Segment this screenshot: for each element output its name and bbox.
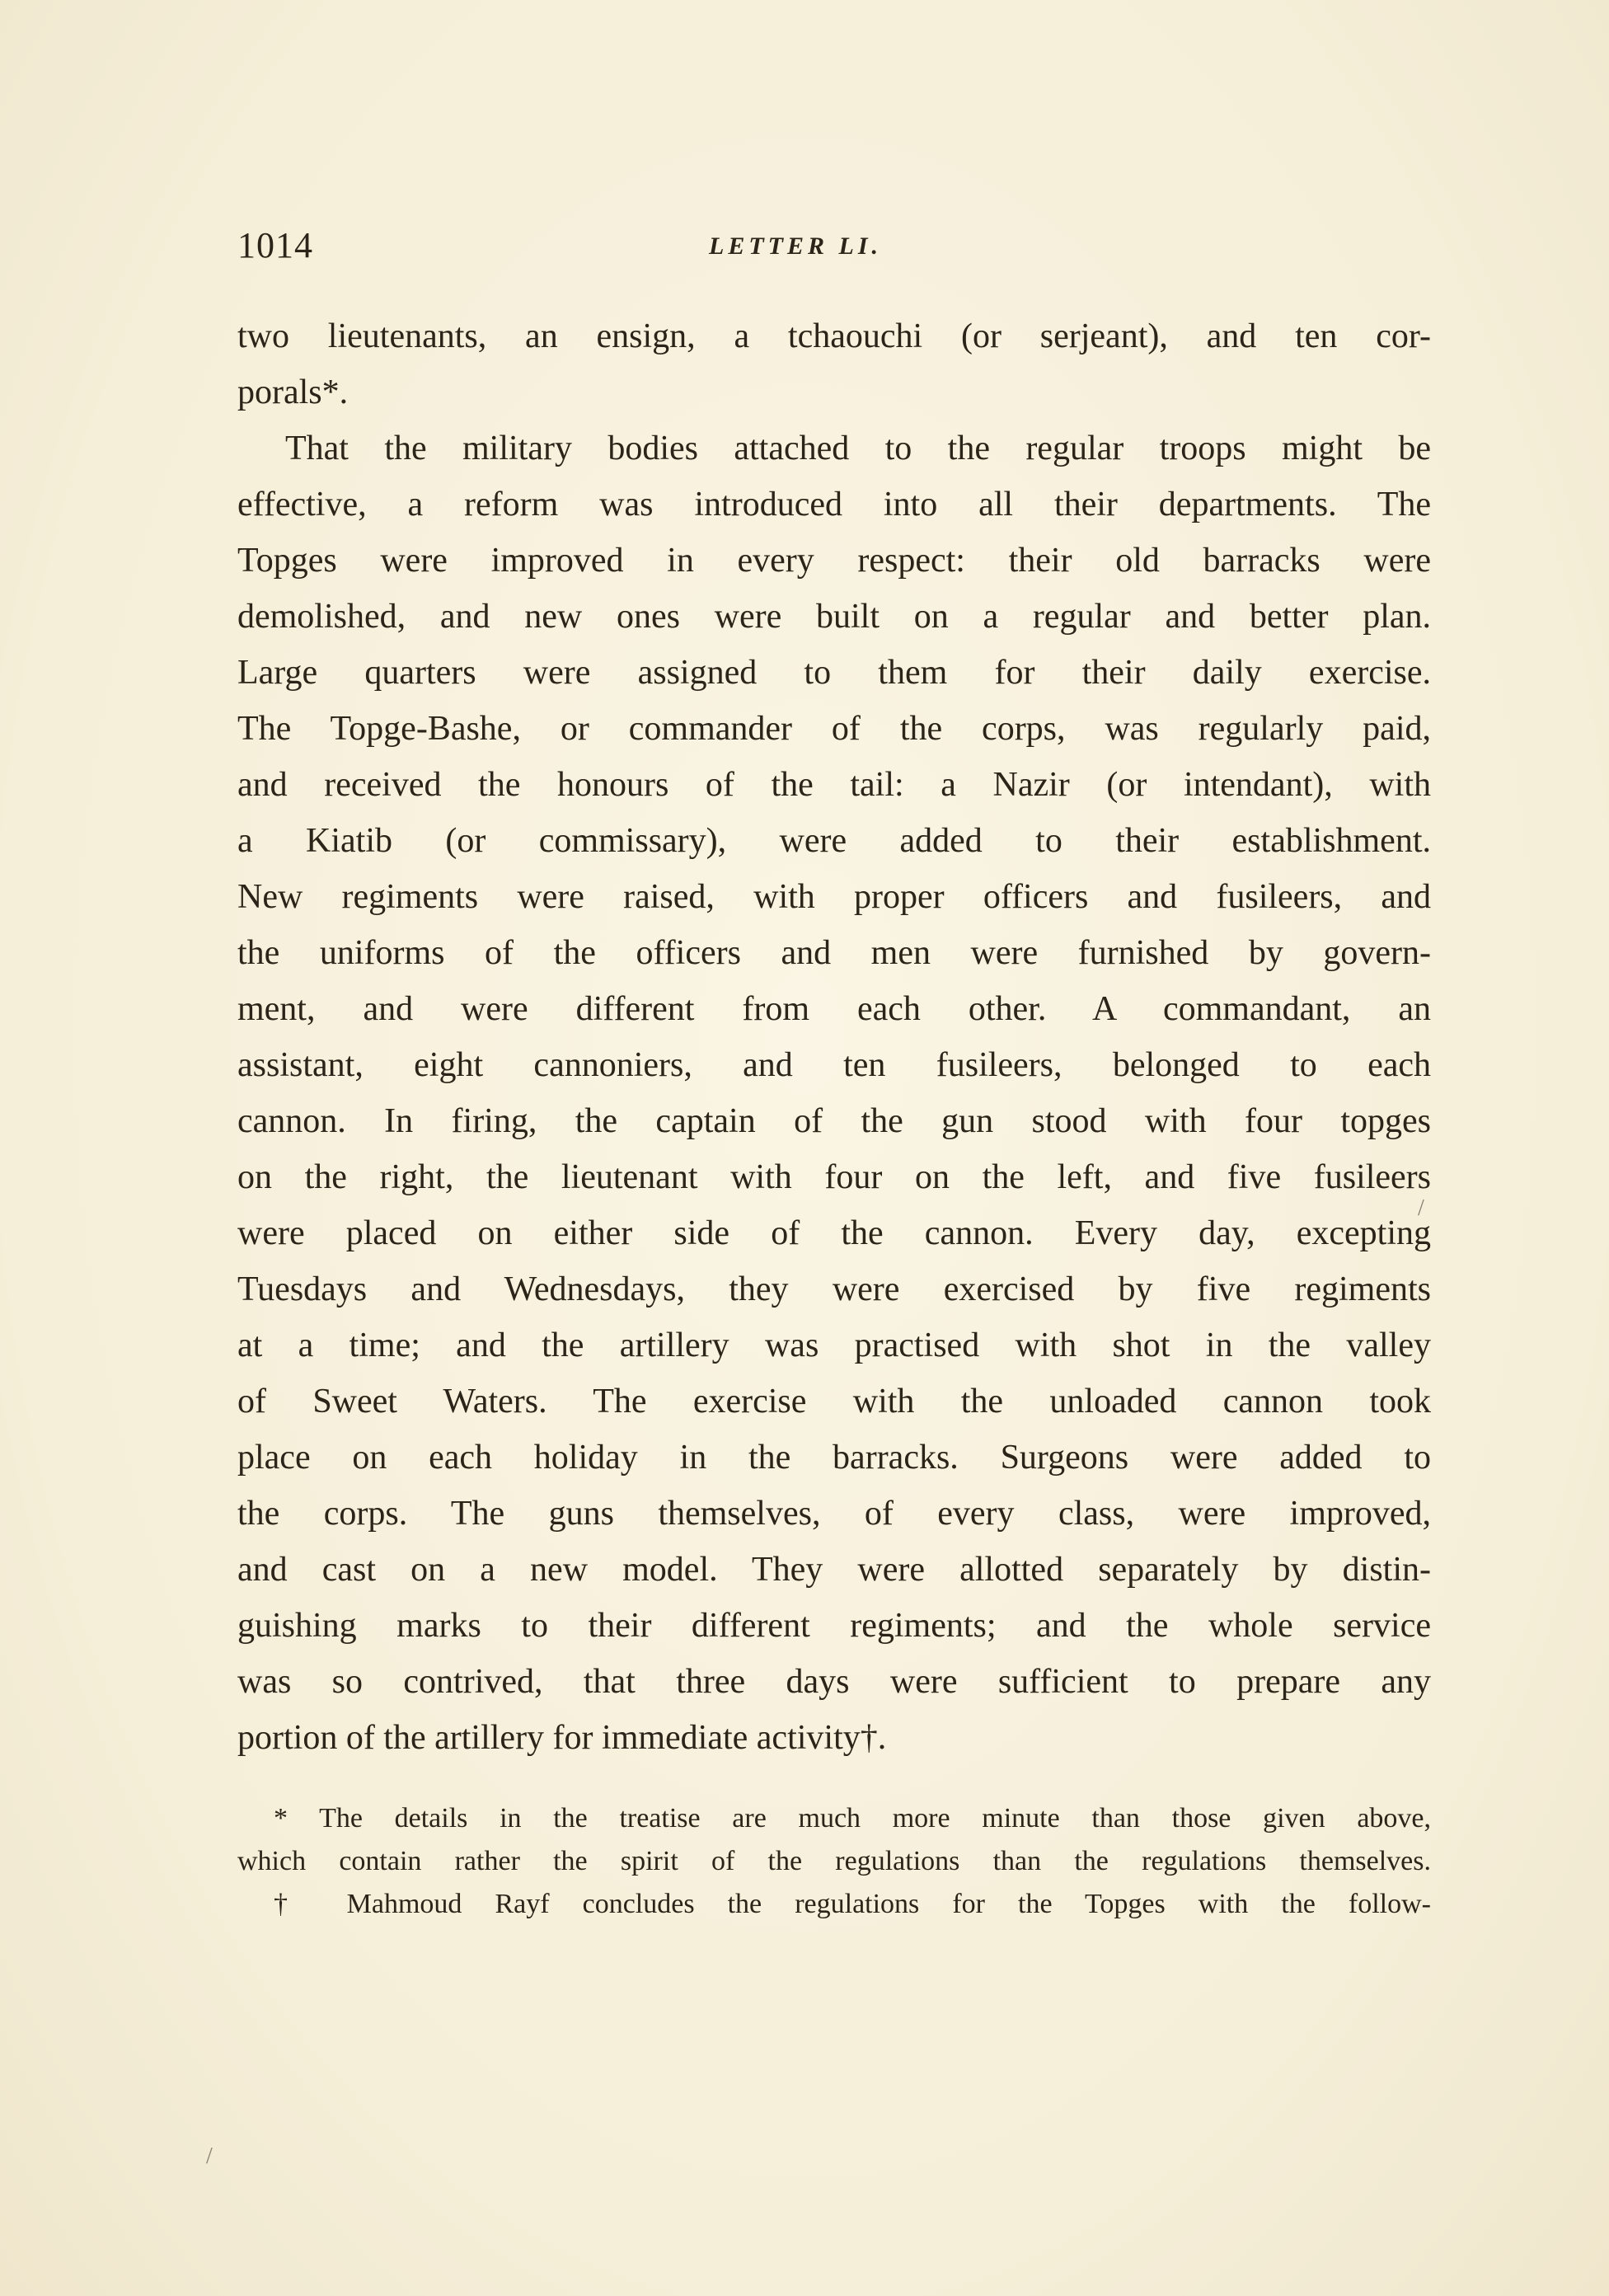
text-line: ment, and were different from each other. A commandant, an (237, 990, 1431, 1028)
text-line: the uniforms of the officers and men were furnished by govern- (237, 934, 1431, 972)
text-line: at a time; and the artillery was practised with shot in the valley (237, 1326, 1431, 1364)
text-line: on the right, the lieutenant with four on the left, and five fusileers (237, 1158, 1431, 1196)
text-line: effective, a reform was introduced into all their departments. The (237, 486, 1431, 524)
text-line: That the military bodies attached to the regular troops might be (285, 430, 1431, 467)
text-line: New regiments were raised, with proper officers and fusileers, and (237, 878, 1431, 916)
text-line: and received the honours of the tail: a Nazir (or intendant), with (237, 766, 1431, 804)
text-line: Large quarters were assigned to them for their daily exercise. (237, 654, 1431, 692)
stray-mark: / (206, 2143, 213, 2169)
text-line: were placed on either side of the cannon. Every day, excepting (237, 1214, 1431, 1252)
text-line: two lieutenants, an ensign, a tchaouchi (or serjeant), and ten cor- (237, 317, 1431, 355)
text-line: and cast on a new model. They were allotted separately by distin- (237, 1551, 1431, 1589)
page-header (237, 221, 1431, 270)
text-line: assistant, eight cannoniers, and ten fusileers, belonged to each (237, 1046, 1431, 1084)
running-head: LETTER LI. (709, 232, 883, 260)
body-text (237, 308, 1431, 1766)
stray-mark: / (1418, 1195, 1424, 1221)
footnote-line: which contain rather the spirit of the regulations than the regulations themselves. (237, 1846, 1431, 1876)
footnote-line: † Mahmoud Rayf concludes the regulations for the Topges with the follow- (274, 1889, 1431, 1919)
text-line: Topges were improved in every respect: their old barracks were (237, 542, 1431, 580)
text-line: demolished, and new ones were built on a regular and better plan. (237, 598, 1431, 636)
text-line: portion of the artillery for immediate activity†. (237, 1719, 887, 1757)
page-number: 1014 (237, 225, 313, 265)
text-line: guishing marks to their different regiments; and the whole service (237, 1607, 1431, 1645)
text-line: The Topge-Bashe, or commander of the corps, was regularly paid, (237, 710, 1431, 748)
text-line: a Kiatib (or commissary), were added to their establishment. (237, 822, 1431, 860)
text-line: of Sweet Waters. The exercise with the unloaded cannon took (237, 1383, 1431, 1420)
footnote-line: * The details in the treatise are much more minute than those given above, (274, 1803, 1431, 1834)
text-line: porals*. (237, 373, 349, 411)
text-line: cannon. In firing, the captain of the gun stood with four topges (237, 1102, 1431, 1140)
text-line: Tuesdays and Wednesdays, they were exercised by five regiments (237, 1270, 1431, 1308)
text-line: the corps. The guns themselves, of every class, were improved, (237, 1495, 1431, 1533)
text-line: was so contrived, that three days were sufficient to prepare any (237, 1663, 1431, 1701)
footnotes (237, 1797, 1431, 1926)
text-line: place on each holiday in the barracks. Surgeons were added to (237, 1439, 1431, 1477)
